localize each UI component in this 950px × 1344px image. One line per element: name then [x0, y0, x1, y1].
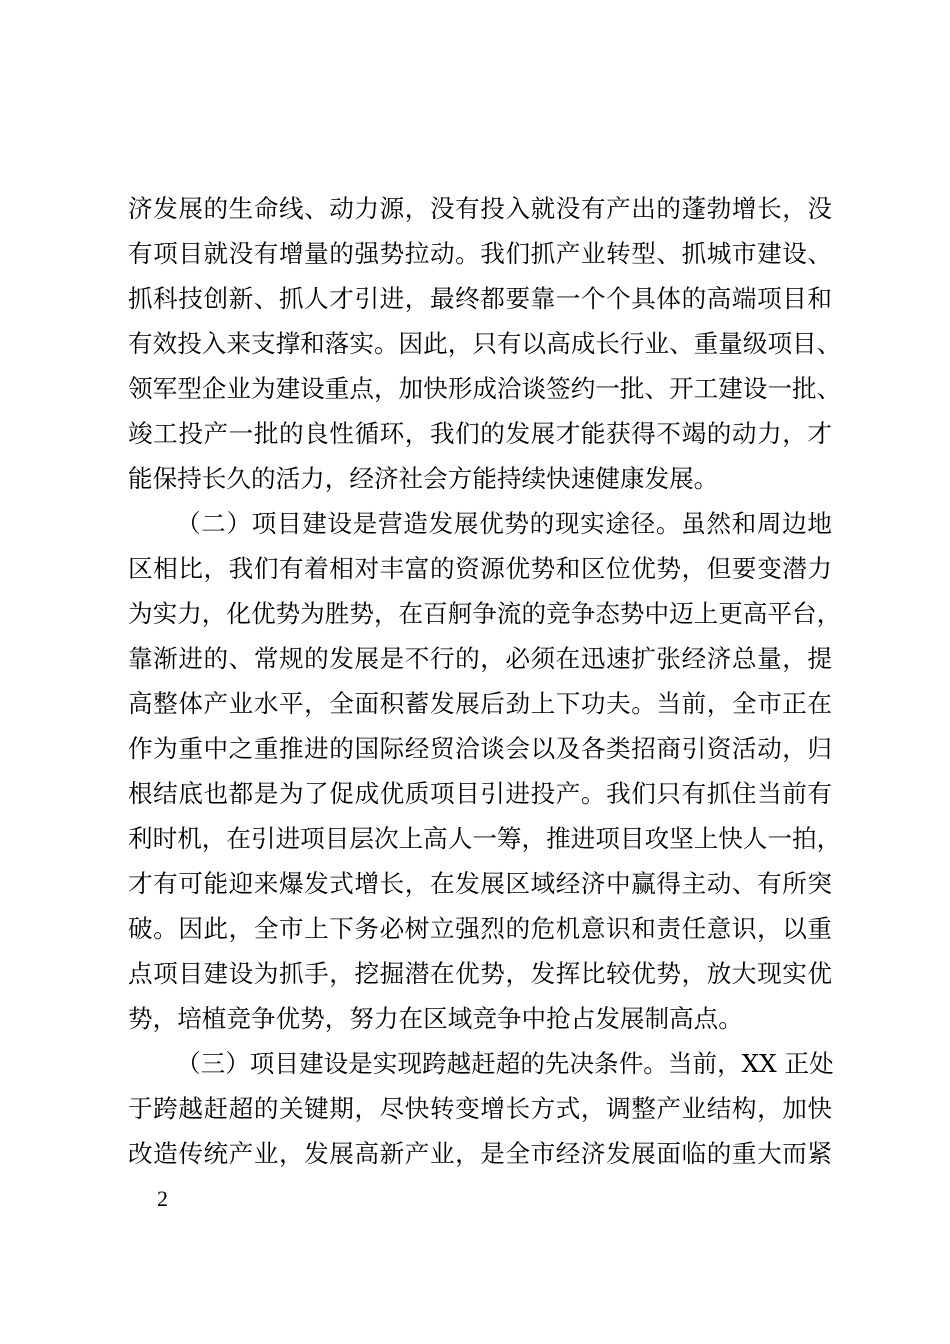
paragraph-line: 为实力，化优势为胜势，在百舸争流的竞争态势中迈上更高平台，: [128, 599, 842, 628]
paragraph-heading-line: （二）项目建设是营造发展优势的现实途径。虽然和周边地: [176, 509, 832, 538]
paragraph-line: 利时机，在引进项目层次上高人一筹，推进项目攻坚上快人一拍，: [128, 824, 842, 853]
paragraph-line: 竣工投产一批的良性循环，我们的发展才能获得不竭的动力，才: [128, 419, 832, 448]
paragraph-line: 破。因此，全市上下务必树立强烈的危机意识和责任意识，以重: [128, 914, 832, 943]
paragraph-line: 区相比，我们有着相对丰富的资源优势和区位优势，但要变潜力: [128, 554, 832, 583]
paragraph-heading-line: （三）项目建设是实现跨越赶超的先决条件。当前，XX 正处: [176, 1049, 834, 1078]
paragraph-line: 点项目建设为抓手，挖掘潜在优势，发挥比较优势，放大现实优: [128, 959, 832, 988]
paragraph-line: 于跨越赶超的关键期，尽快转变增长方式，调整产业结构，加快: [128, 1094, 832, 1123]
paragraph-line: 才有可能迎来爆发式增长，在发展区域经济中赢得主动、有所突: [128, 869, 832, 898]
paragraph-line: 高整体产业水平，全面积蓄发展后劲上下功夫。当前，全市正在: [128, 689, 832, 718]
paragraph-line: 改造传统产业，发展高新产业，是全市经济发展面临的重大而紧: [128, 1139, 832, 1168]
paragraph-line: 势，培植竞争优势，努力在区域竞争中抢占发展制高点。: [128, 1004, 743, 1033]
paragraph-line: 根结底也都是为了促成优质项目引进投产。我们只有抓住当前有: [128, 779, 832, 808]
paragraph-line: 能保持长久的活力，经济社会方能持续快速健康发展。: [128, 464, 719, 493]
paragraph-line: 有效投入来支撑和落实。因此，只有以高成长行业、重量级项目、: [128, 329, 842, 358]
paragraph-line: 有项目就没有增量的强势拉动。我们抓产业转型、抓城市建设、: [128, 239, 832, 268]
paragraph-line: 靠渐进的、常规的发展是不行的，必须在迅速扩张经济总量，提: [128, 644, 832, 673]
page-number: 2: [157, 1186, 168, 1211]
paragraph-line: 领军型企业为建设重点，加快形成洽谈签约一批、开工建设一批、: [128, 374, 842, 403]
paragraph-line: 抓科技创新、抓人才引进，最终都要靠一个个具体的高端项目和: [128, 284, 832, 313]
paragraph-line: 作为重中之重推进的国际经贸洽谈会以及各类招商引资活动，归: [128, 734, 832, 763]
paragraph-line: 济发展的生命线、动力源，没有投入就没有产出的蓬勃增长，没: [128, 194, 832, 223]
